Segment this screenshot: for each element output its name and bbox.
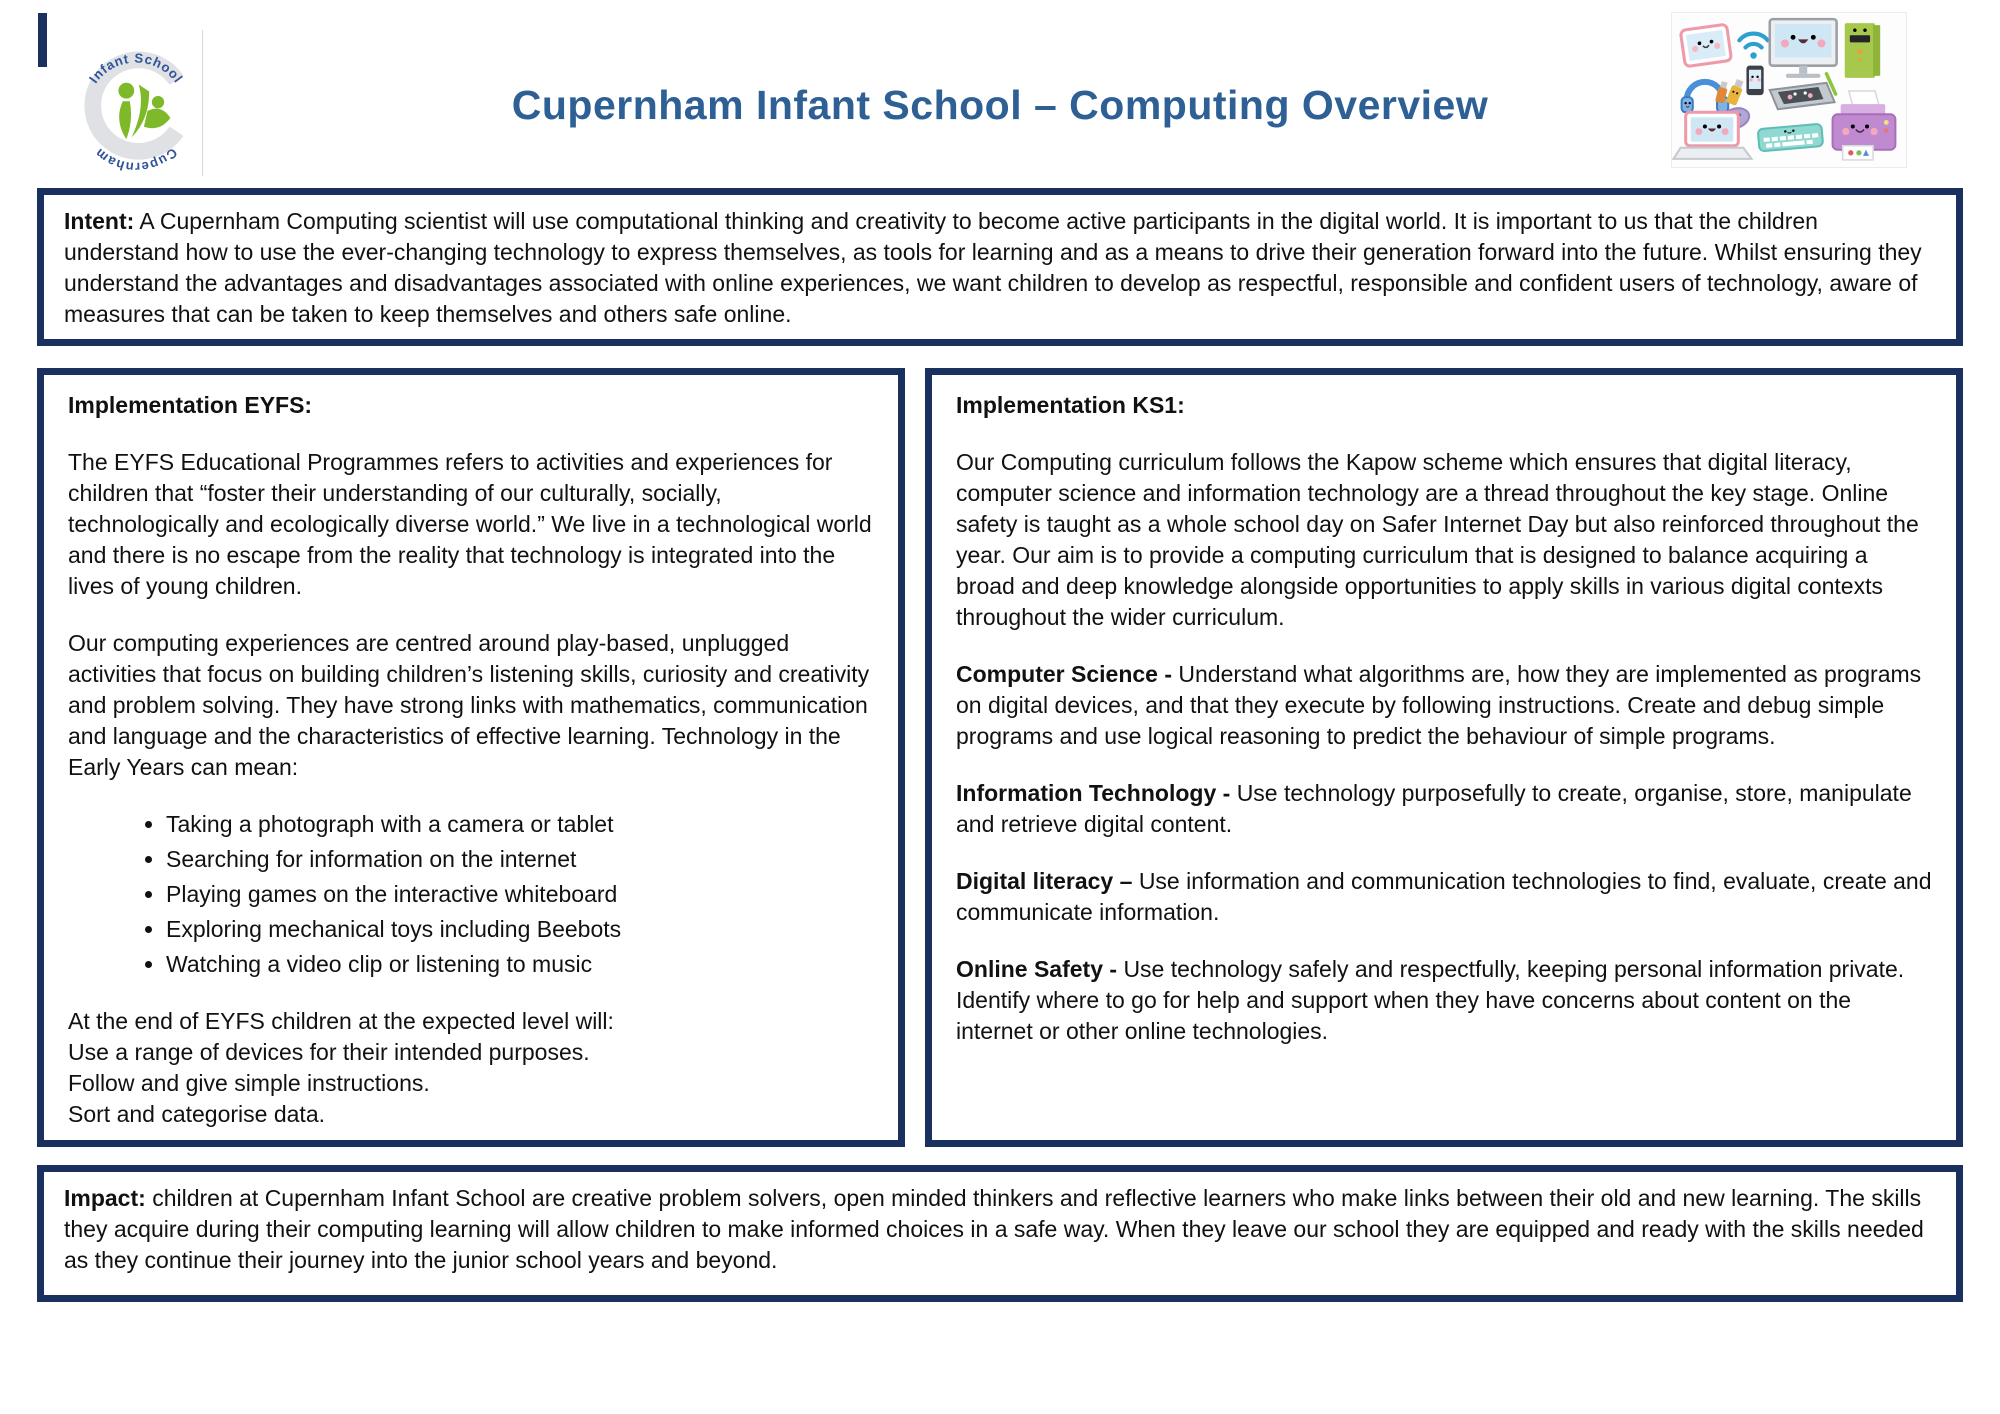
tablet-icon (1680, 24, 1731, 67)
eyfs-closing-line: Use a range of devices for their intended purposes. (68, 1039, 590, 1065)
intent-text: A Cupernham Computing scientist will use computational thinking and creativity to become active participants in the digital world. It is important to us that the children understand how to use the ever-changing technology to express themselves, as tools for learning and as a means to drive their generation forward into the future. Whilst ensuring they understand the advantages and disadvantages associated with online experiences, we want children to develop as respectful, responsible and confident users of technology, aware of measures that can be taken to keep themselves and others safe online. (64, 208, 1922, 327)
ks1-computer-science-label: Computer Science - (956, 661, 1172, 687)
eyfs-closing-line: Follow and give simple instructions. (68, 1070, 430, 1096)
computing-clipart (1671, 12, 1907, 168)
laptop-icon (1674, 112, 1752, 159)
usb-stick-icon (1715, 78, 1745, 106)
eyfs-closing-line: At the end of EYFS children at the expected level will: (68, 1008, 614, 1034)
implementation-eyfs-box (37, 368, 905, 1147)
ks1-heading: Implementation KS1: (956, 392, 1185, 418)
eyfs-bullet-item: • Exploring mechanical toys including Beebots (166, 914, 874, 945)
ks1-information-technology-label: Information Technology - (956, 780, 1231, 806)
ks1-online-safety-text: Use technology safely and respectfully, keeping personal information private. Identify where to go for help and support when they have concerns about content on the internet or other online technologies. (956, 956, 1905, 1044)
ks1-computer-science (956, 659, 1932, 752)
ks1-digital-literacy (956, 866, 1932, 928)
intent-box (37, 188, 1963, 346)
eyfs-heading: Implementation EYFS: (68, 392, 313, 418)
eyfs-bullet-item: • Searching for information on the internet (166, 844, 874, 875)
page-edge-mark (38, 13, 47, 67)
impact-text: children at Cupernham Infant School are creative problem solvers, open minded thinkers and reflective learners who make links between their old and new learning. The skills they acquire during their computing learning will allow children to make informed choices in a safe way. When they leave our school they are equipped and ready with the skills needed as they continue their journey into the junior school years and beyond. (64, 1185, 1924, 1273)
eyfs-paragraph-1: The EYFS Educational Programmes refers to activities and experiences for children that “foster their understanding of our culturally, socially, technologically and ecologically diverse world.” We live in a technological world and there is no escape from the reality that technology is integrated into the lives of young children. (68, 449, 872, 599)
ks1-information-technology (956, 778, 1932, 840)
wifi-icon (1739, 34, 1767, 59)
graphics-tablet-icon (1770, 74, 1836, 109)
logo-arc-top-text: Infant School (86, 50, 186, 86)
computer-tower-icon (1845, 23, 1880, 78)
ks1-digital-literacy-label: Digital literacy – (956, 868, 1133, 894)
ks1-online-safety-label: Online Safety - (956, 956, 1118, 982)
eyfs-bullet-item: • Playing games on the interactive whiteboard (166, 879, 874, 910)
ks1-online-safety (956, 954, 1932, 1047)
printer-icon (1833, 91, 1896, 160)
impact-label: Impact: (64, 1185, 146, 1211)
computing-clipart-graphic (1672, 13, 1906, 167)
eyfs-closing-line: Sort and categorise data. (68, 1101, 325, 1127)
eyfs-bullet-list (68, 809, 874, 980)
eyfs-bullet-item: • Watching a video clip or listening to music (166, 949, 874, 980)
ks1-digital-literacy-text: Use information and communication technologies to find, evaluate, create and communicate information. (956, 868, 1932, 925)
page-title: Cupernham Infant School – Computing Overview (511, 82, 1489, 128)
impact-box (37, 1165, 1963, 1302)
monitor-icon (1770, 19, 1837, 78)
intent-label: Intent: (64, 208, 135, 234)
smartphone-icon (1746, 66, 1763, 95)
eyfs-paragraph-2: Our computing experiences are centred around play-based, unplugged activities that focus on building children’s listening skills, curiosity and creativity and problem solving. They have strong links with mathematics, communication and language and the characteristics of effective learning. Technology in the Early Years can mean: (68, 630, 870, 780)
ks1-information-technology-text: Use technology purposefully to create, organise, store, manipulate and retrieve digital content. (956, 780, 1912, 837)
eyfs-bullet-item: • Taking a photograph with a camera or tablet (166, 809, 874, 840)
keyboard-icon (1758, 124, 1824, 152)
ks1-intro: Our Computing curriculum follows the Kapow scheme which ensures that digital literacy, computer science and information technology are a thread throughout the key stage. Online safety is taught as a whole school day on Safer Internet Day but also reinforced throughout the year. Our aim is to provide a computing curriculum that is designed to balance acquiring a broad and deep knowledge alongside opportunities to apply skills in various digital contexts throughout the wider curriculum. (956, 449, 1919, 630)
ks1-computer-science-text: Understand what algorithms are, how they are implemented as programs on digital devices, and that they execute by following instructions. Create and debug simple programs and use logical reasoning to predict the behaviour of simple programs. (956, 661, 1922, 749)
implementation-ks1-box (925, 368, 1963, 1147)
logo-arc-bottom-text: Cupernham (91, 145, 181, 175)
